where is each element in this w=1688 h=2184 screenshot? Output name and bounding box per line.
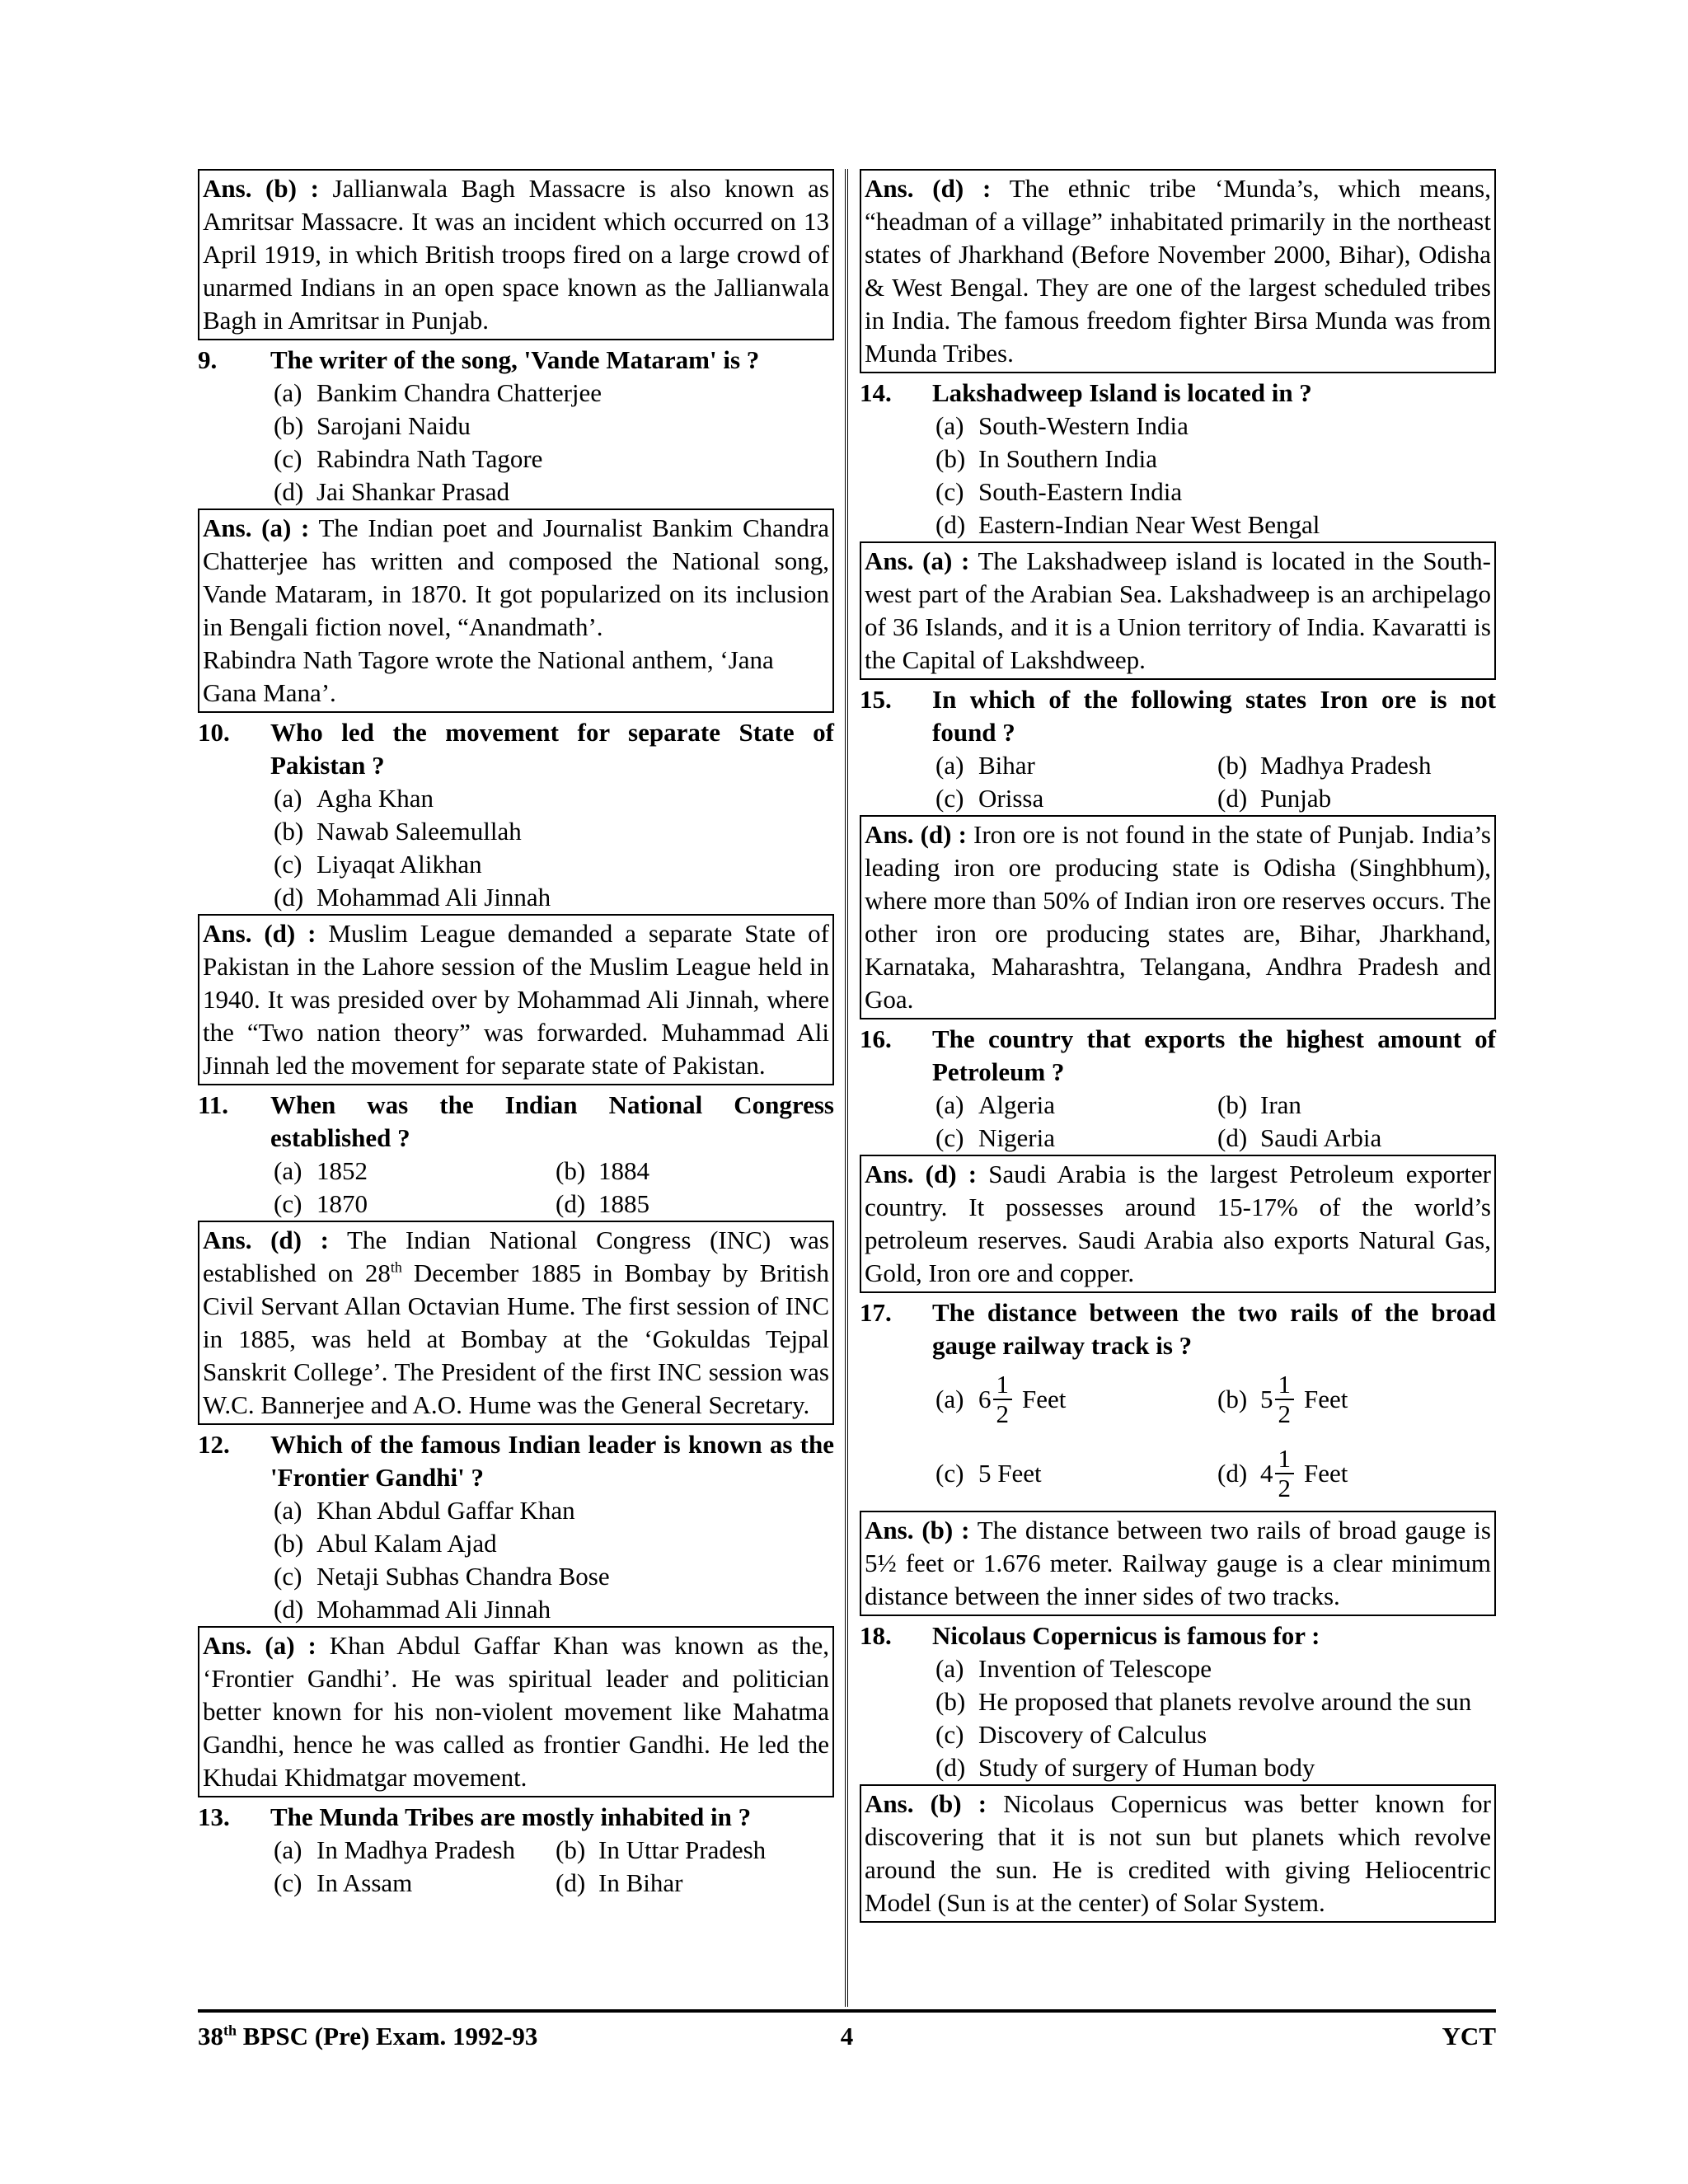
option — [270, 1188, 552, 1221]
option-label: (d) — [935, 1753, 966, 1782]
option-text: Discovery of Calculus — [978, 1720, 1207, 1749]
question-text: When was the Indian National Congress established ? — [270, 1090, 834, 1152]
answer-box-14 — [860, 541, 1496, 680]
answer-label: Ans. (d) : — [203, 919, 316, 948]
page — [198, 169, 1496, 2050]
question-number: 18. — [860, 1621, 892, 1650]
option — [932, 1685, 1496, 1718]
option — [1214, 749, 1496, 782]
question-number: 16. — [860, 1024, 892, 1053]
answer-text-continued: December 1885 in Bombay by British Civil Servant Allan Octavian Hume. The first session of INC in 1885, was held at Bombay at the ‘Gokuldas Tejpal Sanskrit College’. The President of the first INC session was W.C. Bannerjee and A.O. Hume was the General Secretary. — [203, 1258, 829, 1419]
answer-text: The ethnic tribe ‘Munda’s, which means, “headman of a village” inhabitated primarily in the northeast states of Jharkhand (Before November 2000, Bihar), Odisha & West Bengal. They are one of the largest scheduled tribes in India. The famous freedom fighter Birsa Munda was from Munda Tribes. — [865, 174, 1491, 368]
option-text: Liyaqat Alikhan — [316, 850, 482, 879]
question-14 — [860, 377, 1496, 410]
option — [552, 1155, 834, 1188]
question-number: 12. — [198, 1430, 230, 1459]
fraction-denominator: 2 — [1278, 1399, 1291, 1428]
question-text: Lakshadweep Island is located in ? — [932, 378, 1312, 407]
option-text: Khan Abdul Gaffar Khan — [316, 1496, 575, 1525]
option-label: (d) — [556, 1868, 586, 1897]
left-column — [198, 169, 834, 1900]
question-text: Who led the movement for separate State of Pakistan ? — [270, 718, 834, 780]
option-label: (c) — [935, 1459, 964, 1488]
footer-rule — [198, 2009, 1496, 2013]
question-12 — [198, 1428, 834, 1494]
answer-box-9 — [198, 509, 834, 713]
answer-label: Ans. (b) : — [865, 1516, 970, 1544]
options-11 — [270, 1155, 834, 1221]
question-text: In which of the following states Iron ore is not found ? — [932, 685, 1496, 747]
option-text: Agha Khan — [316, 784, 434, 813]
options-14 — [932, 410, 1496, 541]
option-label: (b) — [556, 1156, 586, 1185]
question-text: Which of the famous Indian leader is known as the 'Frontier Gandhi' ? — [270, 1430, 834, 1492]
option — [270, 476, 834, 509]
option-text: Bankim Chandra Chatterjee — [316, 378, 603, 407]
option — [552, 1834, 834, 1867]
question-text: The Munda Tribes are mostly inhabited in ? — [270, 1802, 752, 1831]
option-text: Mohammad Ali Jinnah — [316, 883, 551, 912]
answer-label: Ans. (b) : — [865, 1789, 987, 1818]
option-text: Punjab — [1260, 784, 1332, 813]
right-column — [860, 169, 1496, 1926]
option — [932, 1122, 1214, 1155]
option-label: (c) — [274, 1562, 302, 1591]
option-label: (a) — [935, 1385, 964, 1413]
question-text: The country that exports the highest amount of Petroleum ? — [932, 1024, 1496, 1086]
option-text: Invention of Telescope — [978, 1654, 1212, 1683]
question-10 — [198, 716, 834, 782]
answer-label: Ans. (a) : — [203, 1631, 316, 1660]
answer-box-17 — [860, 1511, 1496, 1616]
option-text: Madhya Pradesh — [1260, 751, 1432, 780]
answer-text: Iron ore is not found in the state of Punjab. India’s leading iron ore producing state is Odisha (Singhbhum), where more than 50% of Indian iron ore reserves occurs. The other iron ore producing states are, Bihar, Jharkhand, Karnataka, Maharashtra, Telangana, Andhra Pradesh and Goa. — [865, 820, 1491, 1014]
option-text: 5 Feet — [978, 1459, 1042, 1488]
option — [270, 1867, 552, 1900]
option-label: (c) — [274, 1868, 302, 1897]
option — [270, 1560, 834, 1593]
option-label: (d) — [274, 883, 304, 912]
fraction — [993, 1371, 1013, 1428]
answer-text-2: Rabindra Nath Tagore wrote the National anthem, ‘Jana Gana Mana’. — [203, 645, 774, 707]
option-label: (a) — [935, 751, 964, 780]
option — [270, 443, 834, 476]
option-text: Eastern-Indian Near West Bengal — [978, 510, 1320, 539]
page-footer — [198, 2018, 1496, 2055]
option-text: Rabindra Nath Tagore — [316, 444, 543, 473]
option-label: (c) — [274, 850, 302, 879]
answer-box-15 — [860, 815, 1496, 1019]
option — [932, 782, 1214, 815]
question-number: 15. — [860, 685, 892, 714]
option-whole: 6 — [978, 1385, 992, 1413]
options-9 — [270, 377, 834, 509]
option — [270, 1155, 552, 1188]
question-text: Nicolaus Copernicus is famous for : — [932, 1621, 1320, 1650]
question-number: 13. — [198, 1802, 230, 1831]
question-11 — [198, 1089, 834, 1155]
question-17 — [860, 1296, 1496, 1362]
option-text: 1870 — [316, 1189, 368, 1218]
option — [1214, 1371, 1496, 1428]
answer-label: Ans. (a) : — [865, 546, 970, 575]
option-label: (b) — [1217, 751, 1248, 780]
option-label: (c) — [274, 1189, 302, 1218]
option-label: (b) — [556, 1835, 586, 1864]
option-label: (c) — [935, 1123, 964, 1152]
option-label: (b) — [935, 1687, 966, 1716]
answer-box-18 — [860, 1784, 1496, 1923]
answer-text: Khan Abdul Gaffar Khan was known as the, ‘Frontier Gandhi’. He was spiritual leader and politician better known for his non-violent movement like Mahatma Gandhi, hence he was called as frontier Gandhi. He led the Khudai Khidmatgar movement. — [203, 1631, 829, 1792]
option — [932, 1652, 1496, 1685]
option — [552, 1188, 834, 1221]
answer-label: Ans. (b) : — [203, 174, 319, 203]
option-text: In Southern India — [978, 444, 1157, 473]
option-text: Netaji Subhas Chandra Bose — [316, 1562, 610, 1591]
option-label: (a) — [274, 1496, 302, 1525]
option-text: Iran — [1260, 1090, 1301, 1119]
option-text: 1885 — [598, 1189, 649, 1218]
answer-label: Ans. (d) : — [865, 1160, 978, 1188]
options-16 — [932, 1089, 1496, 1155]
question-15 — [860, 683, 1496, 749]
option-text: Orissa — [978, 784, 1044, 813]
options-10 — [270, 782, 834, 914]
option-label: (d) — [274, 1595, 304, 1624]
option — [932, 1371, 1214, 1428]
option-label: (a) — [935, 411, 964, 440]
option-text: 1852 — [316, 1156, 368, 1185]
answer-text: The Indian National Congress (INC) was established on 28 — [203, 1226, 829, 1287]
option — [932, 1457, 1214, 1490]
footer-exam-number: 38 — [198, 2022, 223, 2050]
question-text: The writer of the song, 'Vande Mataram' is ? — [270, 345, 760, 374]
answer-label: Ans. (d) : — [203, 1226, 329, 1254]
option-text: Bihar — [978, 751, 1035, 780]
option-label: (b) — [1217, 1090, 1248, 1119]
option — [270, 881, 834, 914]
question-number: 14. — [860, 378, 892, 407]
option-text: Saudi Arbia — [1260, 1123, 1382, 1152]
superscript: th — [390, 1258, 402, 1276]
fraction-denominator: 2 — [1278, 1474, 1291, 1502]
option — [1214, 1089, 1496, 1122]
answer-box-16 — [860, 1155, 1496, 1293]
option-text: Nigeria — [978, 1123, 1055, 1152]
answer-text: Jallianwala Bagh Massacre is also known as Amritsar Massacre. It was an incident which occurred on 13 April 1919, in which British troops fired on a large crowd of unarmed Indians in an open space known as the Jallianwala Bagh in Amritsar in Punjab. — [203, 174, 829, 335]
option — [270, 1834, 552, 1867]
question-number: 17. — [860, 1298, 892, 1327]
footer-exam-name: BPSC (Pre) Exam. 1992-93 — [237, 2022, 538, 2050]
footer-superscript: th — [223, 2022, 237, 2039]
publisher-name: YCT — [1442, 2022, 1496, 2050]
option-whole: 5 — [1260, 1385, 1273, 1413]
option-text: Abul Kalam Ajad — [316, 1529, 497, 1558]
option-text: In Bihar — [598, 1868, 683, 1897]
option-text: In Assam — [316, 1868, 413, 1897]
answer-box-11 — [198, 1221, 834, 1425]
option-text: Jai Shankar Prasad — [316, 477, 510, 506]
answer-text: The Indian poet and Journalist Bankim Chandra Chatterjee has written and composed the National song, Vande Mataram, in 1870. It got popularized on its inclusion in Bengali fiction novel, “Anandmath’. — [203, 513, 829, 641]
option-text: In Uttar Pradesh — [598, 1835, 767, 1864]
option-label: (b) — [935, 444, 966, 473]
option-label: (d) — [1217, 1123, 1248, 1152]
answer-text: Nicolaus Copernicus was better known for discovering that it is not sun but planets which revolve around the sun. He is credited with giving Heliocentric Model (Sun is at the center) of Solar System. — [865, 1789, 1491, 1917]
answer-label: Ans. (d) : — [865, 174, 992, 203]
option-label: (c) — [274, 444, 302, 473]
option-label: (b) — [274, 817, 304, 846]
option — [932, 1089, 1214, 1122]
option-label: (d) — [556, 1189, 586, 1218]
option-label: (a) — [274, 784, 302, 813]
question-number: 11. — [198, 1090, 229, 1119]
option — [270, 1494, 834, 1527]
option-unit: Feet — [1022, 1385, 1067, 1413]
question-text: The distance between the two rails of the broad gauge railway track is ? — [932, 1298, 1496, 1360]
option-text: Study of surgery of Human body — [978, 1753, 1315, 1782]
fraction — [1275, 1371, 1295, 1428]
question-number: 9. — [198, 345, 218, 374]
fraction — [1275, 1445, 1295, 1502]
options-18 — [932, 1652, 1496, 1784]
option — [932, 410, 1496, 443]
page-number: 4 — [840, 2022, 854, 2050]
option — [932, 476, 1496, 509]
answer-box-12 — [198, 1626, 834, 1797]
option-label: (a) — [935, 1654, 964, 1683]
answer-box-13 — [860, 169, 1496, 373]
option-text: Algeria — [978, 1090, 1055, 1119]
option — [270, 1593, 834, 1626]
option — [1214, 782, 1496, 815]
answer-label: Ans. (d) : — [865, 820, 967, 849]
option — [552, 1867, 834, 1900]
option-text: South-Eastern India — [978, 477, 1183, 506]
option-whole: 4 — [1260, 1459, 1273, 1488]
answer-text: The Lakshadweep island is located in the South-west part of the Arabian Sea. Lakshadweep is an archipelago of 36 Islands, and it is a Union territory of India. Kavaratti is the Capital of Lakshdweep. — [865, 546, 1491, 674]
option-label: (d) — [935, 510, 966, 539]
option — [1214, 1122, 1496, 1155]
option-unit: Feet — [1304, 1459, 1348, 1488]
option-label: (b) — [274, 1529, 304, 1558]
option — [932, 1718, 1496, 1751]
option — [932, 443, 1496, 476]
option-label: (a) — [274, 378, 302, 407]
option — [270, 1527, 834, 1560]
option-label: (b) — [1217, 1385, 1248, 1413]
answer-box-10 — [198, 914, 834, 1085]
options-15 — [932, 749, 1496, 815]
question-16 — [860, 1023, 1496, 1089]
answer-text: Saudi Arabia is the largest Petroleum exporter country. It possesses around 15-17% of the world’s petroleum reserves. Saudi Arabia also exports Natural Gas, Gold, Iron ore and copper. — [865, 1160, 1491, 1287]
option-label: (a) — [274, 1156, 302, 1185]
option-label: (c) — [935, 1720, 964, 1749]
option-text: Mohammad Ali Jinnah — [316, 1595, 551, 1624]
answer-text: Muslim League demanded a separate State of Pakistan in the Lahore session of the Muslim League held in 1940. It was presided over by Mohammad Ali Jinnah, where the “Two nation theory” was forwarded. Muhammad Ali Jinnah led the movement for separate state of Pakistan. — [203, 919, 829, 1080]
column-divider — [845, 169, 848, 2007]
option — [932, 749, 1214, 782]
answer-box-8 — [198, 169, 834, 340]
answer-label: Ans. (a) : — [203, 513, 310, 542]
option-label: (d) — [1217, 1459, 1248, 1488]
options-13 — [270, 1834, 834, 1900]
option-label: (d) — [1217, 784, 1248, 813]
option — [932, 509, 1496, 541]
question-9 — [198, 344, 834, 377]
answer-text: The distance between two rails of broad gauge is 5½ feet or 1.676 meter. Railway gauge is a clear minimum distance between the inner sides of two tracks. — [865, 1516, 1491, 1610]
question-13 — [198, 1801, 834, 1834]
option — [270, 782, 834, 815]
option — [270, 410, 834, 443]
option — [932, 1751, 1496, 1784]
question-number: 10. — [198, 718, 230, 747]
option — [1214, 1445, 1496, 1502]
option-text: In Madhya Pradesh — [316, 1835, 516, 1864]
options-12 — [270, 1494, 834, 1626]
question-18 — [860, 1619, 1496, 1652]
option-text: Nawab Saleemullah — [316, 817, 522, 846]
option-label: (d) — [274, 477, 304, 506]
option-label: (a) — [274, 1835, 302, 1864]
option — [270, 848, 834, 881]
option-text: South-Western India — [978, 411, 1189, 440]
option-label: (c) — [935, 477, 964, 506]
option-label: (a) — [935, 1090, 964, 1119]
option-label: (b) — [274, 411, 304, 440]
option — [270, 377, 834, 410]
option-unit: Feet — [1304, 1385, 1348, 1413]
option-text: Sarojani Naidu — [316, 411, 471, 440]
fraction-numerator: 1 — [1275, 1445, 1295, 1474]
option-text: He proposed that planets revolve around the sun — [978, 1687, 1472, 1716]
fraction-denominator: 2 — [996, 1399, 1009, 1428]
fraction-numerator: 1 — [993, 1371, 1013, 1400]
options-17 — [932, 1362, 1496, 1511]
option-label: (c) — [935, 784, 964, 813]
option-text: 1884 — [598, 1156, 649, 1185]
option — [270, 815, 834, 848]
fraction-numerator: 1 — [1275, 1371, 1295, 1400]
